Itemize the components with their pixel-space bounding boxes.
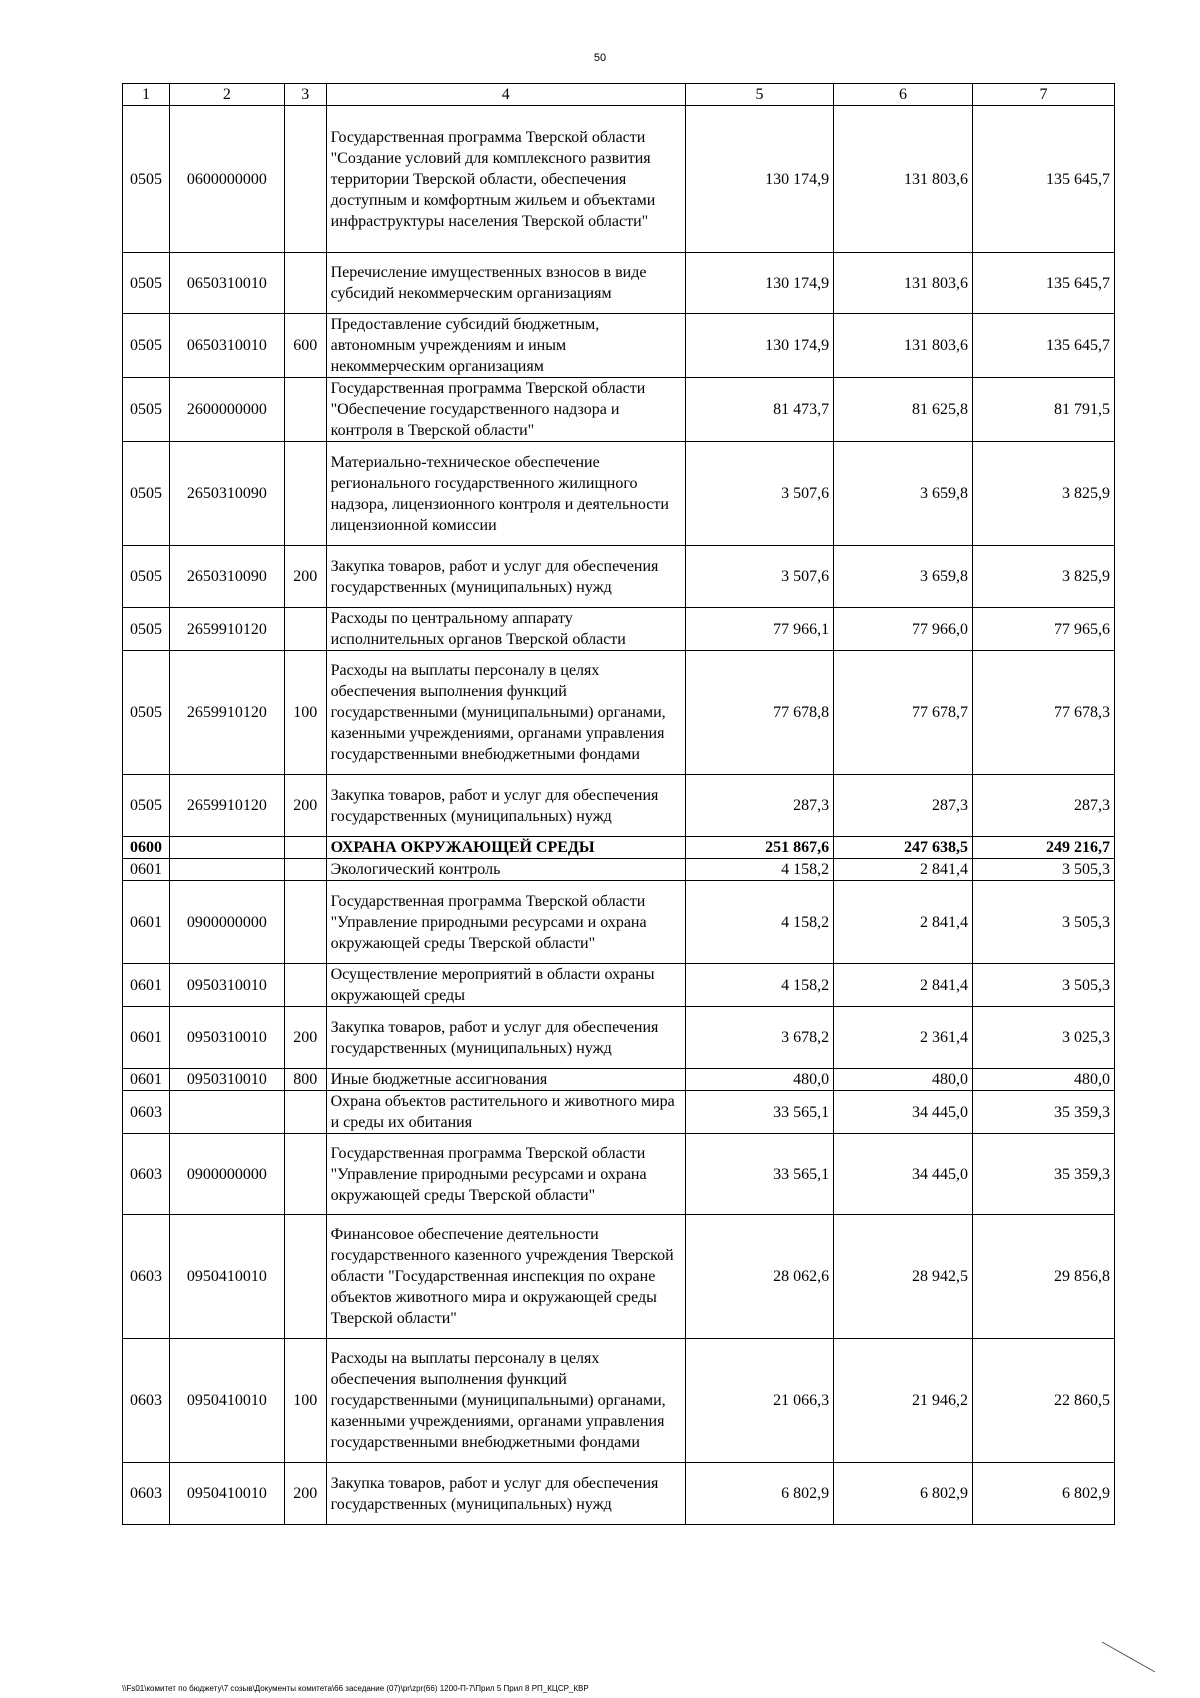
footer-file-path: \\Fs01\комитет по бюджету\7 созыв\Документы комитета\66 заседание (07)\pr\zpr(66) 1200-П-7\Прил 5 Прил 8 РП_КЦСР_КВР: [122, 1684, 589, 1693]
target-article-cell: 0900000000: [169, 1134, 284, 1215]
expense-type-cell: [284, 1134, 326, 1215]
amount-col5-cell: 77 966,1: [685, 608, 833, 651]
section-code-cell: 0505: [123, 106, 170, 253]
description-cell: Осуществление мероприятий в области охраны окружающей среды: [326, 964, 685, 1007]
description-cell: Закупка товаров, работ и услуг для обеспечения государственных (муниципальных) нужд: [326, 546, 685, 608]
description-cell: Государственная программа Тверской области "Создание условий для комплексного развития территории Тверской области, обеспечения доступным и комфортным жильем и объектами инфраструктуры населения Тверской области": [326, 106, 685, 253]
target-article-cell: 2659910120: [169, 651, 284, 775]
amount-col5-cell: 130 174,9: [685, 314, 833, 378]
section-code-cell: 0601: [123, 1007, 170, 1069]
target-article-cell: [169, 859, 284, 881]
expense-type-cell: [284, 859, 326, 881]
amount-col6-cell: 480,0: [834, 1069, 973, 1091]
page-number: 50: [593, 52, 607, 64]
amount-col5-cell: 3 507,6: [685, 546, 833, 608]
amount-col5-cell: 287,3: [685, 775, 833, 837]
header-cell: 1: [123, 84, 170, 106]
amount-col7-cell: 6 802,9: [972, 1463, 1114, 1525]
description-cell: Закупка товаров, работ и услуг для обеспечения государственных (муниципальных) нужд: [326, 775, 685, 837]
section-code-cell: 0505: [123, 775, 170, 837]
amount-col7-cell: 3 505,3: [972, 964, 1114, 1007]
table-row: [123, 314, 1115, 378]
target-article-cell: 0950310010: [169, 1069, 284, 1091]
description-cell: Расходы на выплаты персоналу в целях обеспечения выполнения функций государственными (муниципальными) органами, казенными учреждениями, органами управления государственными внебюджетными фондами: [326, 1339, 685, 1463]
section-code-cell: 0603: [123, 1134, 170, 1215]
section-code-cell: 0505: [123, 253, 170, 314]
table-row: [123, 608, 1115, 651]
amount-col7-cell: 35 359,3: [972, 1134, 1114, 1215]
section-code-cell: 0600: [123, 837, 170, 859]
amount-col7-cell: 29 856,8: [972, 1215, 1114, 1339]
amount-col7-cell: 81 791,5: [972, 378, 1114, 442]
section-code-cell: 0601: [123, 1069, 170, 1091]
amount-col7-cell: 3 825,9: [972, 546, 1114, 608]
amount-col7-cell: 135 645,7: [972, 314, 1114, 378]
amount-col6-cell: 131 803,6: [834, 106, 973, 253]
amount-col6-cell: 287,3: [834, 775, 973, 837]
amount-col7-cell: 3 825,9: [972, 442, 1114, 546]
scan-artifact: [1100, 1638, 1160, 1678]
table-row: [123, 253, 1115, 314]
expense-type-cell: 200: [284, 1463, 326, 1525]
table-row: [123, 1007, 1115, 1069]
expense-type-cell: [284, 1215, 326, 1339]
header-cell: 6: [834, 84, 973, 106]
target-article-cell: [169, 837, 284, 859]
amount-col7-cell: 77 965,6: [972, 608, 1114, 651]
amount-col6-cell: 3 659,8: [834, 442, 973, 546]
table-row: [123, 106, 1115, 253]
table-row: [123, 964, 1115, 1007]
amount-col5-cell: 3 507,6: [685, 442, 833, 546]
amount-col6-cell: 21 946,2: [834, 1339, 973, 1463]
target-article-cell: 0950410010: [169, 1339, 284, 1463]
amount-col6-cell: 2 841,4: [834, 964, 973, 1007]
amount-col6-cell: 28 942,5: [834, 1215, 973, 1339]
table-row: [123, 881, 1115, 964]
amount-col6-cell: 247 638,5: [834, 837, 973, 859]
amount-col5-cell: 28 062,6: [685, 1215, 833, 1339]
description-cell: Перечисление имущественных взносов в виде субсидий некоммерческим организациям: [326, 253, 685, 314]
target-article-cell: 0900000000: [169, 881, 284, 964]
expense-type-cell: 200: [284, 775, 326, 837]
expense-type-cell: [284, 608, 326, 651]
description-cell: Государственная программа Тверской области "Обеспечение государственного надзора и контроля в Тверской области": [326, 378, 685, 442]
amount-col5-cell: 21 066,3: [685, 1339, 833, 1463]
amount-col6-cell: 3 659,8: [834, 546, 973, 608]
expense-type-cell: [284, 837, 326, 859]
description-cell: Охрана объектов растительного и животного мира и среды их обитания: [326, 1091, 685, 1134]
section-code-cell: 0505: [123, 546, 170, 608]
table-row: [123, 1339, 1115, 1463]
amount-col7-cell: 287,3: [972, 775, 1114, 837]
expense-type-cell: [284, 964, 326, 1007]
table-row: [123, 442, 1115, 546]
section-code-cell: 0601: [123, 964, 170, 1007]
expense-type-cell: 200: [284, 546, 326, 608]
amount-col5-cell: 3 678,2: [685, 1007, 833, 1069]
header-cell: 3: [284, 84, 326, 106]
amount-col7-cell: 3 505,3: [972, 859, 1114, 881]
amount-col6-cell: 131 803,6: [834, 253, 973, 314]
description-cell: Государственная программа Тверской области "Управление природными ресурсами и охрана окружающей среды Тверской области": [326, 1134, 685, 1215]
section-code-cell: 0505: [123, 314, 170, 378]
description-cell: Расходы на выплаты персоналу в целях обеспечения выполнения функций государственными (муниципальными) органами, казенными учреждениями, органами управления государственными внебюджетными фондами: [326, 651, 685, 775]
amount-col5-cell: 480,0: [685, 1069, 833, 1091]
section-code-cell: 0505: [123, 651, 170, 775]
target-article-cell: 0950410010: [169, 1463, 284, 1525]
table-row: [123, 859, 1115, 881]
amount-col5-cell: 4 158,2: [685, 859, 833, 881]
table-row: [123, 1215, 1115, 1339]
expense-type-cell: [284, 442, 326, 546]
amount-col5-cell: 251 867,6: [685, 837, 833, 859]
target-article-cell: 0950410010: [169, 1215, 284, 1339]
amount-col7-cell: 249 216,7: [972, 837, 1114, 859]
target-article-cell: 2650310090: [169, 442, 284, 546]
table-row: [123, 378, 1115, 442]
amount-col5-cell: 33 565,1: [685, 1134, 833, 1215]
expense-type-cell: [284, 253, 326, 314]
target-article-cell: 0650310010: [169, 314, 284, 378]
amount-col6-cell: 2 361,4: [834, 1007, 973, 1069]
table-row: [123, 1134, 1115, 1215]
amount-col7-cell: 35 359,3: [972, 1091, 1114, 1134]
amount-col5-cell: 81 473,7: [685, 378, 833, 442]
amount-col6-cell: 34 445,0: [834, 1134, 973, 1215]
amount-col6-cell: 131 803,6: [834, 314, 973, 378]
amount-col7-cell: 22 860,5: [972, 1339, 1114, 1463]
section-code-cell: 0505: [123, 378, 170, 442]
target-article-cell: 0950310010: [169, 1007, 284, 1069]
expense-type-cell: [284, 1091, 326, 1134]
amount-col7-cell: 3 505,3: [972, 881, 1114, 964]
description-cell: Расходы по центральному аппарату исполнительных органов Тверской области: [326, 608, 685, 651]
section-code-cell: 0601: [123, 881, 170, 964]
expense-type-cell: 100: [284, 1339, 326, 1463]
target-article-cell: 2600000000: [169, 378, 284, 442]
table-row: [123, 546, 1115, 608]
expense-type-cell: 100: [284, 651, 326, 775]
section-code-cell: 0505: [123, 608, 170, 651]
amount-col6-cell: 2 841,4: [834, 881, 973, 964]
section-code-cell: 0603: [123, 1463, 170, 1525]
amount-col7-cell: 135 645,7: [972, 106, 1114, 253]
amount-col5-cell: 33 565,1: [685, 1091, 833, 1134]
expense-type-cell: [284, 106, 326, 253]
amount-col5-cell: 130 174,9: [685, 106, 833, 253]
section-code-cell: 0603: [123, 1339, 170, 1463]
budget-table: [122, 83, 1115, 1525]
target-article-cell: 2650310090: [169, 546, 284, 608]
description-cell: Закупка товаров, работ и услуг для обеспечения государственных (муниципальных) нужд: [326, 1463, 685, 1525]
description-cell: ОХРАНА ОКРУЖАЮЩЕЙ СРЕДЫ: [326, 837, 685, 859]
table-row: [123, 1463, 1115, 1525]
description-cell: Материально-техническое обеспечение регионального государственного жилищного надзора, лицензионного контроля и деятельности лицензионной комиссии: [326, 442, 685, 546]
section-code-cell: 0603: [123, 1215, 170, 1339]
amount-col6-cell: 34 445,0: [834, 1091, 973, 1134]
target-article-cell: 2659910120: [169, 775, 284, 837]
amount-col5-cell: 6 802,9: [685, 1463, 833, 1525]
amount-col6-cell: 77 678,7: [834, 651, 973, 775]
header-cell: 7: [972, 84, 1114, 106]
description-cell: Экологический контроль: [326, 859, 685, 881]
description-cell: Финансовое обеспечение деятельности государственного казенного учреждения Тверской области "Государственная инспекция по охране объектов животного мира и окружающей среды Тверской области": [326, 1215, 685, 1339]
description-cell: Предоставление субсидий бюджетным, автономным учреждениям и иным некоммерческим организациям: [326, 314, 685, 378]
table-row: [123, 837, 1115, 859]
description-cell: Государственная программа Тверской области "Управление природными ресурсами и охрана окружающей среды Тверской области": [326, 881, 685, 964]
amount-col6-cell: 77 966,0: [834, 608, 973, 651]
amount-col5-cell: 130 174,9: [685, 253, 833, 314]
expense-type-cell: 200: [284, 1007, 326, 1069]
target-article-cell: [169, 1091, 284, 1134]
description-cell: Закупка товаров, работ и услуг для обеспечения государственных (муниципальных) нужд: [326, 1007, 685, 1069]
table-header-row: [123, 84, 1115, 106]
table-row: [123, 651, 1115, 775]
header-cell: 4: [326, 84, 685, 106]
section-code-cell: 0505: [123, 442, 170, 546]
expense-type-cell: [284, 378, 326, 442]
amount-col6-cell: 81 625,8: [834, 378, 973, 442]
amount-col6-cell: 6 802,9: [834, 1463, 973, 1525]
expense-type-cell: [284, 881, 326, 964]
table-row: [123, 775, 1115, 837]
target-article-cell: 0600000000: [169, 106, 284, 253]
amount-col5-cell: 4 158,2: [685, 881, 833, 964]
amount-col7-cell: 135 645,7: [972, 253, 1114, 314]
amount-col7-cell: 3 025,3: [972, 1007, 1114, 1069]
description-cell: Иные бюджетные ассигнования: [326, 1069, 685, 1091]
table-row: [123, 1091, 1115, 1134]
table-row: [123, 1069, 1115, 1091]
target-article-cell: 2659910120: [169, 608, 284, 651]
target-article-cell: 0650310010: [169, 253, 284, 314]
expense-type-cell: 600: [284, 314, 326, 378]
amount-col5-cell: 77 678,8: [685, 651, 833, 775]
header-cell: 2: [169, 84, 284, 106]
expense-type-cell: 800: [284, 1069, 326, 1091]
target-article-cell: 0950310010: [169, 964, 284, 1007]
section-code-cell: 0601: [123, 859, 170, 881]
amount-col7-cell: 77 678,3: [972, 651, 1114, 775]
section-code-cell: 0603: [123, 1091, 170, 1134]
amount-col7-cell: 480,0: [972, 1069, 1114, 1091]
header-cell: 5: [685, 84, 833, 106]
amount-col6-cell: 2 841,4: [834, 859, 973, 881]
amount-col5-cell: 4 158,2: [685, 964, 833, 1007]
